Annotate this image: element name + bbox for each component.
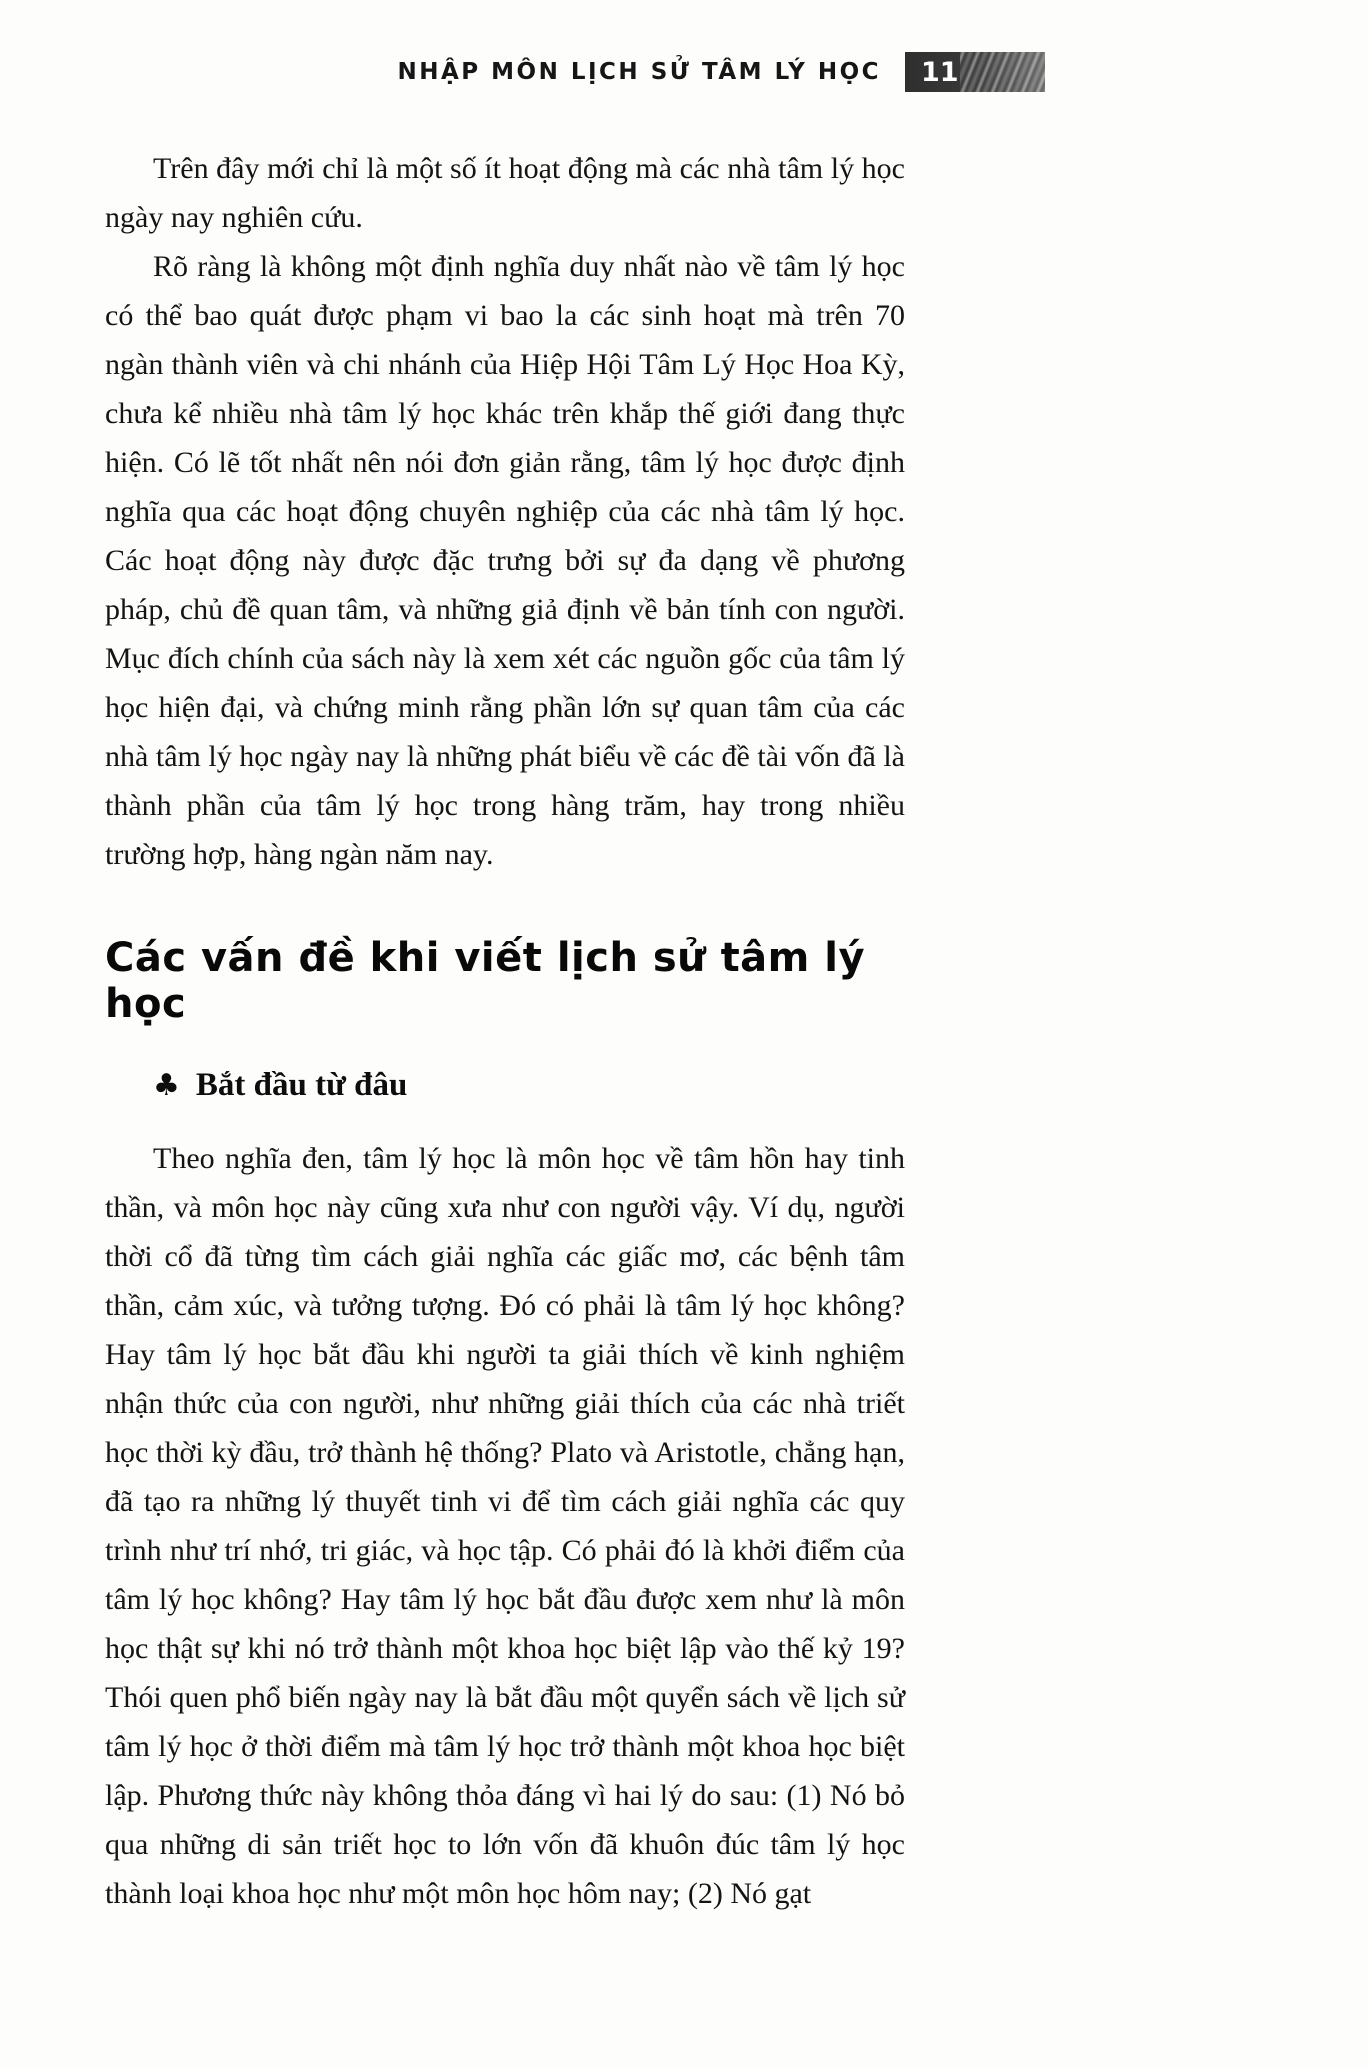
paragraph-intro: Trên đây mới chỉ là một số ít hoạt động mà các nhà tâm lý học ngày nay nghiên cứu. <box>105 152 905 234</box>
paragraph-definition: Rõ ràng là không một định nghĩa duy nhất nào về tâm lý học có thể bao quát được phạm vi bao la các sinh hoạt mà trên 70 ngàn thành viên và chi nhánh của Hiệp Hội Tâm Lý Học Hoa Kỳ, chưa kể nhiều nhà tâm lý học khác trên khắp thế giới đang thực hiện. Có lẽ tốt nhất nên nói đơn giản rằng, tâm lý học được định nghĩa qua các hoạt động chuyên nghiệp của các nhà tâm lý học. Các hoạt động này được đặc trưng bởi sự đa dạng về phương pháp, chủ đề quan tâm, và những giả định về bản tính con người. Mục đích chính của sách này là xem xét các nguồn gốc của tâm lý học hiện đại, và chứng minh rằng phần lớn sự quan tâm của các nhà tâm lý học ngày nay là những phát biểu về các đề tài vốn đã là thành phần của tâm lý học trong hàng trăm, hay trong nhiều trường hợp, hàng ngàn năm nay. <box>105 250 905 871</box>
paragraph-origins: Theo nghĩa đen, tâm lý học là môn học về tâm hồn hay tinh thần, và môn học này cũng xưa như con người vậy. Ví dụ, người thời cổ đã từng tìm cách giải nghĩa các giấc mơ, các bệnh tâm thần, cảm xúc, và tưởng tượng. Đó có phải là tâm lý học không? Hay tâm lý học bắt đầu khi người ta giải thích về kinh nghiệm nhận thức của con người, như những giải thích của các nhà triết học thời kỳ đầu, trở thành hệ thống? Plato và Aristotle, chẳng hạn, đã tạo ra những lý thuyết tinh vi để tìm cách giải nghĩa các quy trình như trí nhớ, tri giác, và học tập. Có phải đó là khởi điểm của tâm lý học không? Hay tâm lý học bắt đầu được xem như là môn học thật sự khi nó trở thành một khoa học biệt lập vào thế kỷ 19? Thói quen phổ biến ngày nay là bắt đầu một quyển sách về lịch sử tâm lý học ở thời điểm mà tâm lý học trở thành một khoa học biệt lập. Phương thức này không thỏa đáng vì hai lý do sau: (1) Nó bỏ qua những di sản triết học to lớn vốn đã khuôn đúc tâm lý học thành loại khoa học như một môn học hôm nay; (2) Nó gạt <box>105 1142 905 1910</box>
subsection-title: Bắt đầu từ đâu <box>195 1067 408 1103</box>
header-title: NHẬP MÔN LỊCH SỬ TÂM LÝ HỌC <box>397 59 881 85</box>
section-heading: Các vấn đề khi viết lịch sử tâm lý học <box>105 935 866 1027</box>
club-suit-icon: ♣ <box>153 1068 180 1103</box>
running-header <box>105 52 1045 92</box>
header-streak-decoration <box>960 52 1045 92</box>
subsection-heading <box>153 1067 905 1104</box>
page-body <box>105 144 905 1918</box>
page-number-box <box>905 52 1045 92</box>
page-number: 11 <box>921 56 959 88</box>
